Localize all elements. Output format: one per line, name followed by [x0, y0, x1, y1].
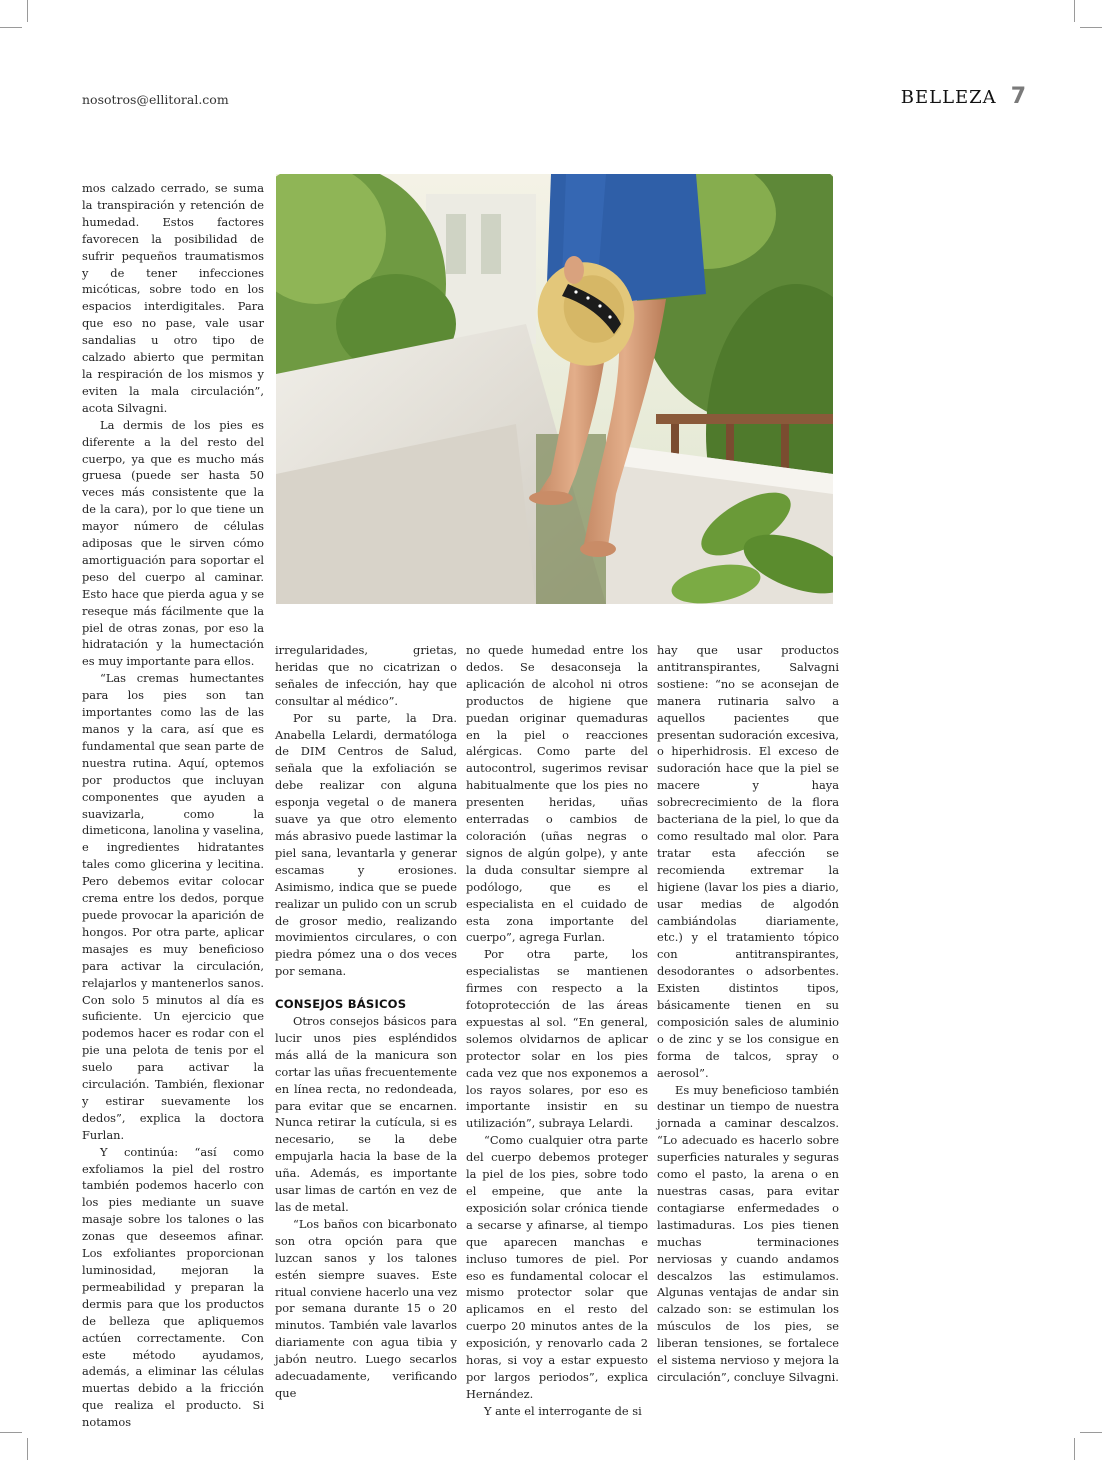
article-column-4 [657, 642, 839, 1386]
crop-mark [1074, 1438, 1075, 1460]
paragraph: irregularidades, grietas, heridas que no cicatrizan o señales de infección, hay que consultar al médico”. [275, 643, 457, 708]
barefoot-woman-illustration [276, 174, 833, 604]
page-header [901, 84, 1026, 109]
article-column-3 [466, 642, 648, 1420]
crop-mark [0, 1432, 22, 1433]
crop-mark [27, 1438, 28, 1460]
paragraph: Otros consejos básicos para lucir unos pies espléndidos más allá de la manicura son cortar las uñas frecuentemente en línea recta, no redondeada, para evitar que se encarnen. Nunca retirar la cutícula, si es necesario, se la debe empujarla hacia la base de la uña. Además, es importante usar limas de cartón en vez de las de metal. [275, 1014, 457, 1214]
crop-mark [27, 0, 28, 22]
crop-mark [1080, 27, 1102, 28]
crop-mark [1074, 0, 1075, 22]
paragraph: “Los baños con bicarbonato son otra opción para que luzcan sanos y los talones estén siempre suaves. Este ritual conviene hacerlo una vez por semana durante 15 o 20 minutos. También vale lavarlos diariamente con agua tibia y jabón neutro. Luego secarlos adecuadamente, verificando que [275, 1216, 457, 1400]
paragraph: Es muy beneficioso también destinar un tiempo de nuestra jornada a caminar descalzos. “Lo adecuado es hacerlo sobre superficies naturales y seguras como el pasto, la arena o en nuestras casas, para evitar contagiarse enfermedades o lastimaduras. Los pies tienen muchas terminaciones nerviosas y cuando andamos descalzos las estimulamos. Algunas ventajas de andar sin calzado son: se estimulan los músculos de los pies, se liberan tensiones, se fortalece el sistema nervioso y mejora la circulación”, concluye Silvagni. [657, 1082, 839, 1384]
paragraph: “Las cremas humectantes para los pies son tan importantes como las de las manos y la cara, así que es fundamental que sean parte de nuestra rutina. Aquí, optemos por productos que incluyan componentes que ayuden a suavizarla, como la dimeticona, lanolina y vaselina, e ingredientes hidratantes tales como glicerina y lecitina. Pero debemos evitar colocar crema entre los dedos, porque puede provocar la aparición de hongos. Por otra parte, aplicar masajes es muy beneficioso para activar la circulación, relajarlos y mantenerlos sanos. Con solo 5 minutos al día es suficiente. Un ejercicio que podemos hacer es rodar con el pie una pelota de tenis por el suelo para activar la circulación. También, flexionar y estirar suevamente los dedos”, explica la doctora Furlan. [82, 671, 264, 1142]
paragraph: Por otra parte, los especialistas se mantienen firmes con respecto a la fotoprotección de las áreas expuestas al sol. “En general, solemos olvidarnos de aplicar protector solar en los pies cada vez que nos exponemos a los rayos solares, por eso es importante insistir en su utilización”, subraya Lelardi. [466, 947, 648, 1131]
paragraph: no quede humedad entre los dedos. Se desaconseja la aplicación de alcohol ni otros productos de higiene que puedan originar quemaduras en la piel o reacciones alérgicas. Como parte del autocontrol, sugerimos revisar habitualmente que los pies no presenten heridas, uñas enterradas o cambios de coloración (uñas negras o signos de algún golpe), y ante la duda consultar siempre al podólogo, que es el especialista en el cuidado de esta zona importante del cuerpo”, agrega Furlan. [466, 643, 648, 945]
contact-email[interactable]: nosotros@ellitoral.com [82, 92, 229, 107]
crop-mark [0, 27, 22, 28]
article-column-1 [82, 180, 264, 1431]
paragraph: Y ante el interrogante de si [484, 1403, 642, 1418]
page-number: 7 [1010, 84, 1026, 109]
paragraph: Y continúa: “así como exfoliamos la piel del rostro también podemos hacerlo con los pies mediante un suave masaje sobre los talones o las zonas que deseemos afinar. Los exfoliantes proporcionan luminosidad, mejoran la permeabilidad y preparan la dermis para que los productos de belleza que apliquemos actúen correctamente. Con este método ayudamos, además, a eliminar las células muertas debido a la fricción que realiza el producto. Si notamos [82, 1144, 264, 1430]
paragraph: hay que usar productos antitranspirantes, Salvagni sostiene: “no se aconsejan de manera rutinaria salvo a aquellos pacientes que presentan sudoración excesiva, o hiperhidrosis. El exceso de sudoración hace que la piel se macere y haya sobrecrecimiento de la flora bacteriana de la piel, lo que da como resultado mal olor. Para tratar esta afección se recomienda extremar la higiene (lavar los pies a diario, usar medias de algodón cambiándolas diariamente, etc.) y el tratamiento tópico con antitranspirantes, desodorantes o adsorbentes. Existen distintos tipos, básicamente tienen en su composición sales de aluminio o de zinc y se los consigue en forma de talcos, spray o aerosol”. [657, 643, 839, 1080]
paragraph: Por su parte, la Dra. Anabella Lelardi, dermatóloga de DIM Centros de Salud, señala que la exfoliación se debe realizar con alguna esponja vegetal o de manera suave ya que otro elemento más abrasivo puede lastimar la piel sana, levantarla y generar escamas y erosiones. Asimismo, indica que se puede realizar un pulido con un scrub de grosor medio, realizando movimientos circulares, o con piedra pómez una o dos veces por semana. [275, 710, 457, 979]
subheading: CONSEJOS BÁSICOS [275, 997, 407, 1012]
crop-mark [1080, 1432, 1102, 1433]
paragraph: La dermis de los pies es diferente a la del resto del cuerpo, ya que es mucho más gruesa (puede ser hasta 50 veces más consistente que la de la cara), por lo que tiene un mayor número de células adiposas que le sirven cómo amortiguación para soportar el peso del cuerpo al caminar. Esto hace que pierda agua y se reseque más fácilmente que la piel de otras zonas, por eso la hidratación y la humectación es muy importante para ellos. [82, 417, 264, 669]
section-name: BELLEZA [900, 87, 997, 108]
article-photo [276, 174, 833, 604]
article-column-2 [275, 642, 457, 1402]
paragraph: mos calzado cerrado, se suma la transpiración y retención de humedad. Estos factores favorecen la posibilidad de sufrir pequeños traumatismos y de tener infecciones micóticas, sobre todo en los espacios interdigitales. Para que eso no pase, vale usar sandalias u otro tipo de calzado abierto que permitan la respiración de los mismos y eviten la mala circulación”, acota Silvagni. [82, 181, 264, 415]
paragraph: “Como cualquier otra parte del cuerpo debemos proteger la piel de los pies, sobre todo el empeine, que ante la exposición solar crónica tiende a secarse y afinarse, al tiempo que aparecen manchas e incluso tumores de piel. Por eso es fundamental colocar el mismo protector solar que aplicamos en el resto del cuerpo 20 minutos antes de la exposición, y renovarlo cada 2 horas, si voy a estar expuesto por largos periodos”, explica Hernández. [466, 1133, 648, 1401]
